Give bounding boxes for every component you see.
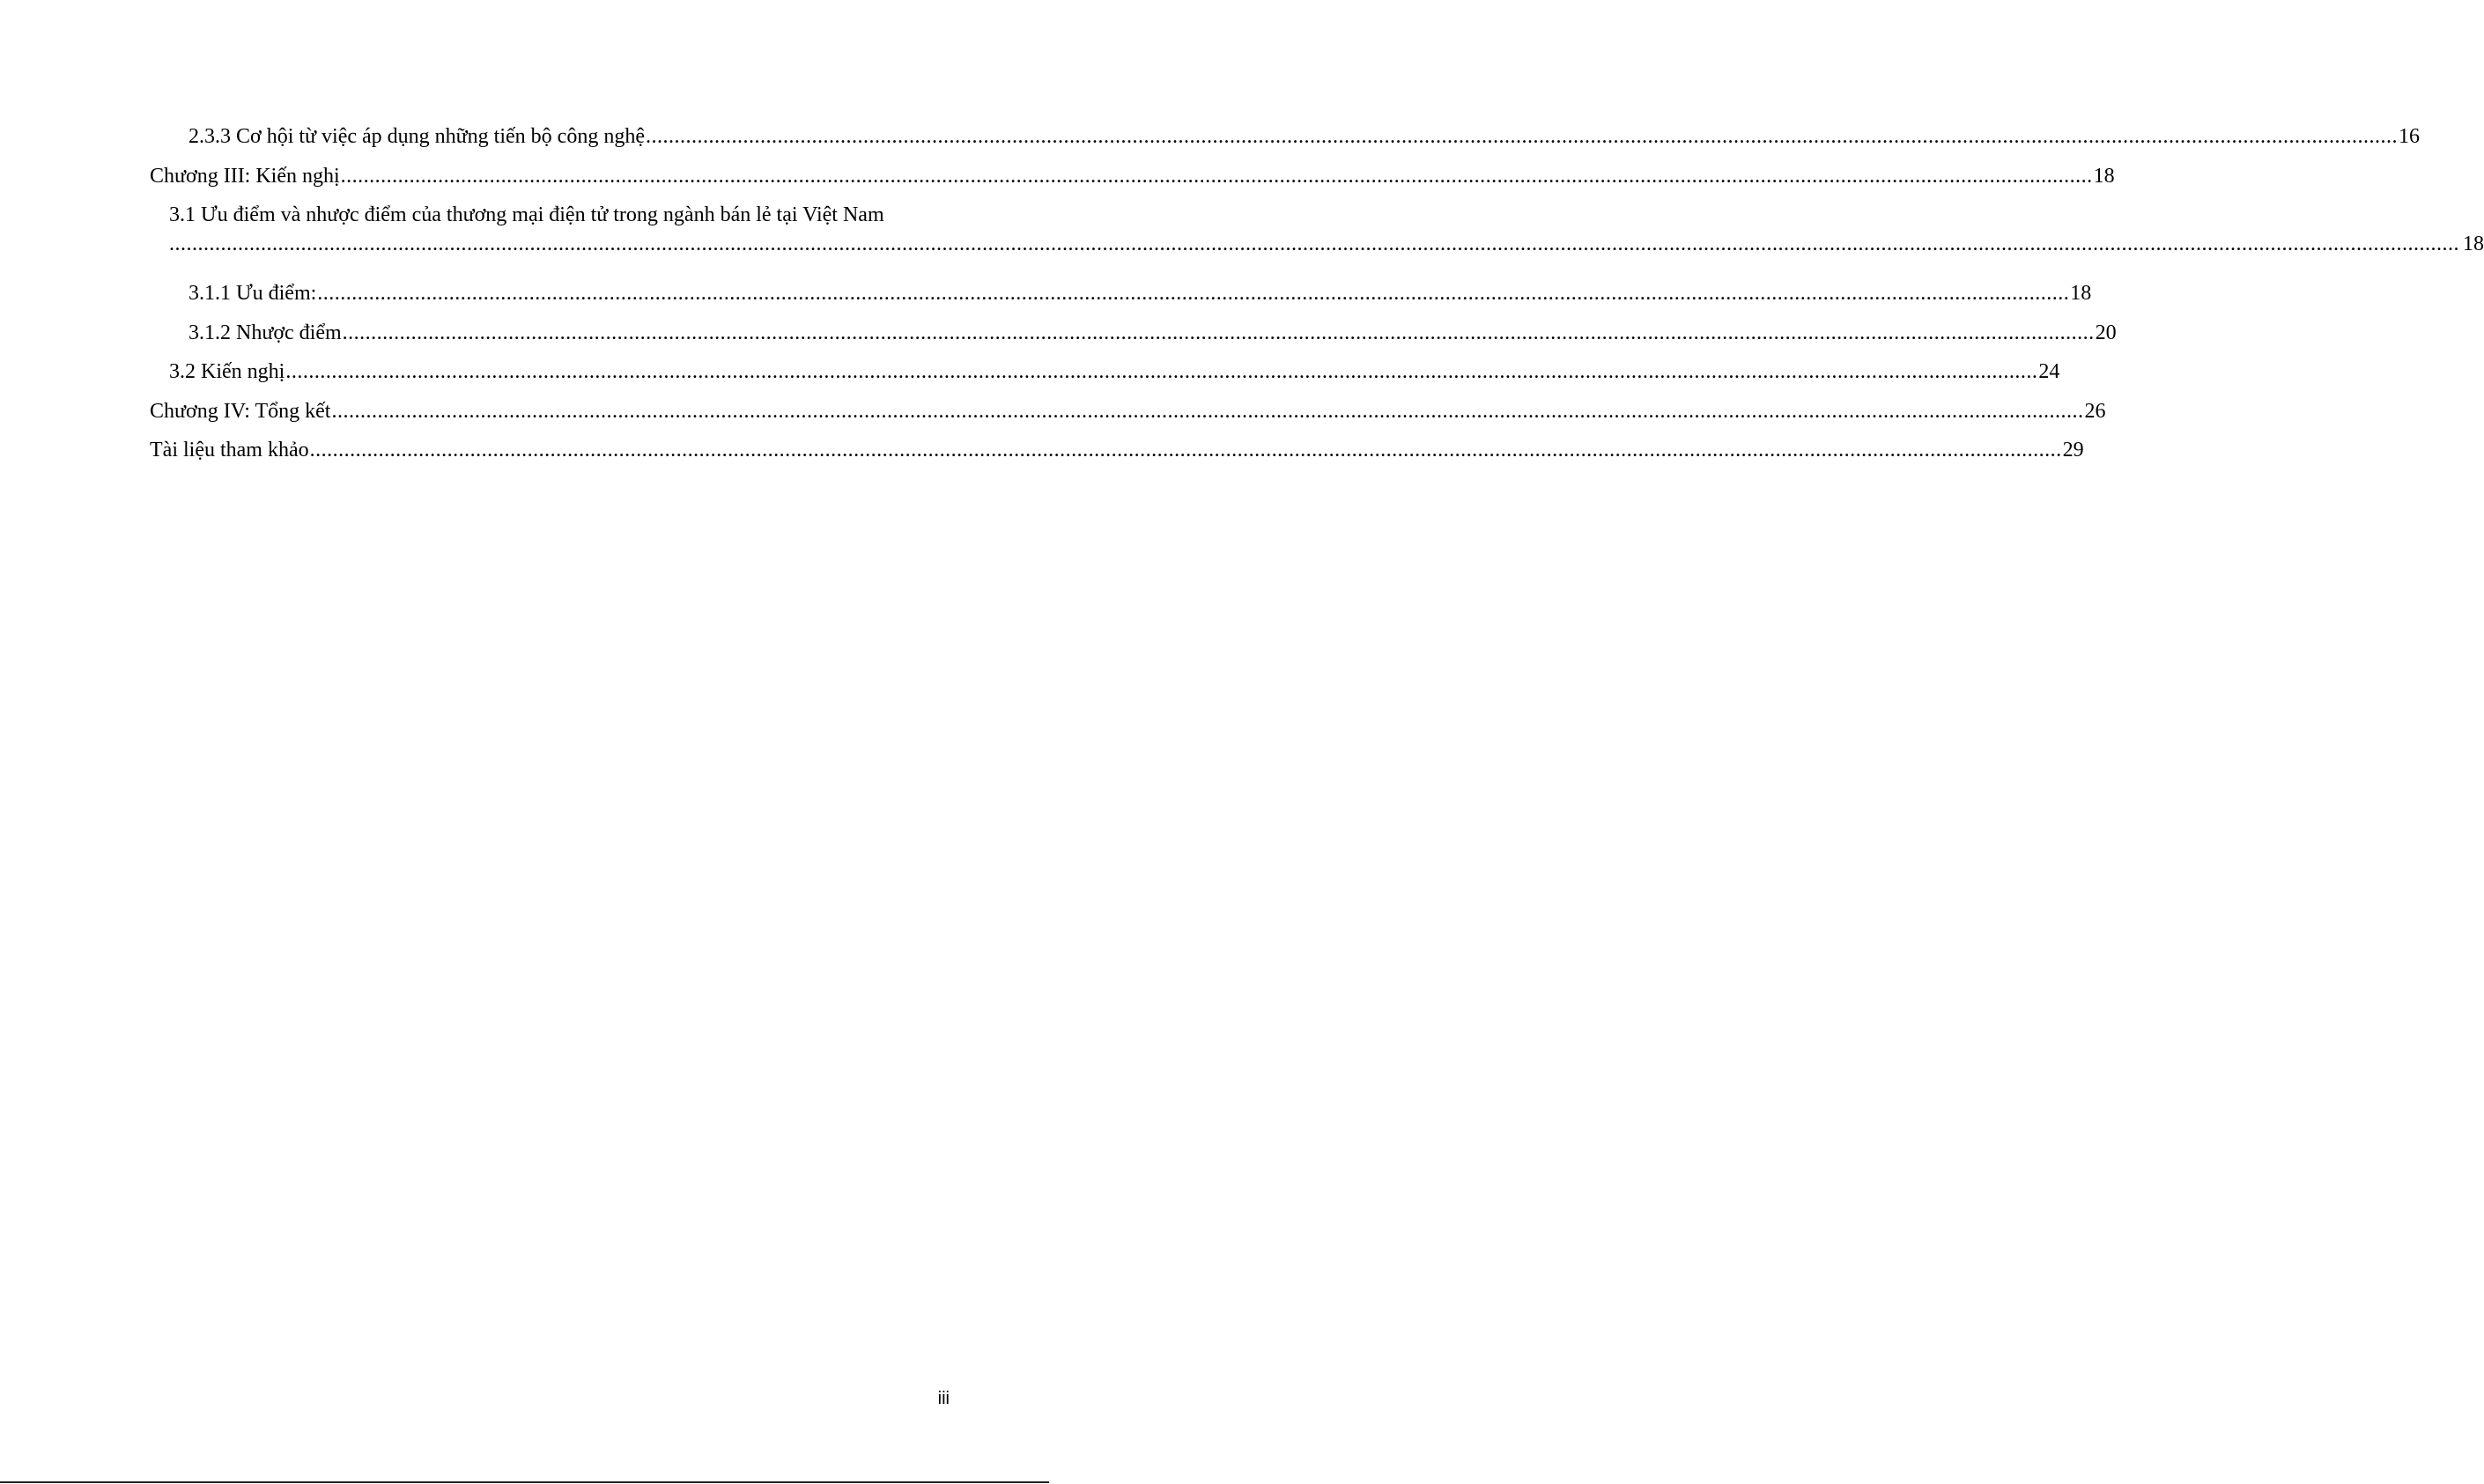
toc-entry-page: 18	[2070, 282, 2092, 305]
table-of-contents	[150, 123, 2484, 476]
toc-entry-chuong-iii[interactable]	[150, 163, 2115, 203]
dot-leader	[646, 123, 2398, 150]
toc-entry-page: 26	[2084, 399, 2106, 423]
dot-leader	[285, 358, 2037, 385]
toc-entry-continuation	[169, 231, 2484, 280]
toc-entry-label: Chương IV: Tổng kết	[150, 399, 331, 423]
toc-entry-page: 18	[2463, 233, 2484, 255]
dot-leader	[310, 437, 2062, 463]
toc-entry-tai-lieu[interactable]	[150, 437, 2084, 476]
page-number: iii	[937, 1389, 950, 1408]
dot-leader	[331, 398, 2083, 425]
toc-entry-2-3-3[interactable]	[150, 123, 2420, 163]
toc-entry-chuong-iv[interactable]	[150, 398, 2106, 438]
toc-entry-label: 3.1.1 Ưu điểm:	[189, 282, 317, 305]
toc-entry-page: 16	[2398, 125, 2420, 148]
toc-entry-label: Chương III: Kiến nghị	[150, 164, 340, 188]
toc-entry-label: 3.1 Ưu điểm và nhược điểm của thương mại điện tử trong ngành bán lẻ tại Việt Nam	[169, 203, 884, 226]
toc-entry-label: 3.2 Kiến nghị	[169, 360, 285, 383]
toc-entry-page: 29	[2062, 439, 2084, 461]
toc-entry-page: 18	[2093, 164, 2115, 188]
toc-entry-label: 2.3.3 Cơ hội từ việc áp dụng những tiến bộ công nghệ	[189, 125, 645, 148]
dot-leader	[341, 163, 2093, 189]
toc-entry-label: Tài liệu tham khảo	[150, 439, 309, 461]
dot-leader	[317, 280, 2069, 306]
toc-entry-3-1-1[interactable]	[150, 280, 2092, 320]
toc-entry-page: 24	[2038, 360, 2060, 383]
page-bottom-edge	[0, 1481, 1049, 1483]
toc-entry-page: 20	[2095, 321, 2117, 344]
dot-leader	[343, 320, 2095, 346]
toc-entry-3-1-2[interactable]	[150, 320, 2117, 359]
toc-entry-label: 3.1.2 Nhược điểm	[189, 321, 342, 344]
toc-entry-3-2[interactable]	[150, 358, 2060, 398]
dot-leader: ................................................................................................................................................................................................................................................................................................................................................................................................................	[169, 233, 2459, 255]
toc-entry-3-1[interactable]	[150, 202, 2484, 280]
